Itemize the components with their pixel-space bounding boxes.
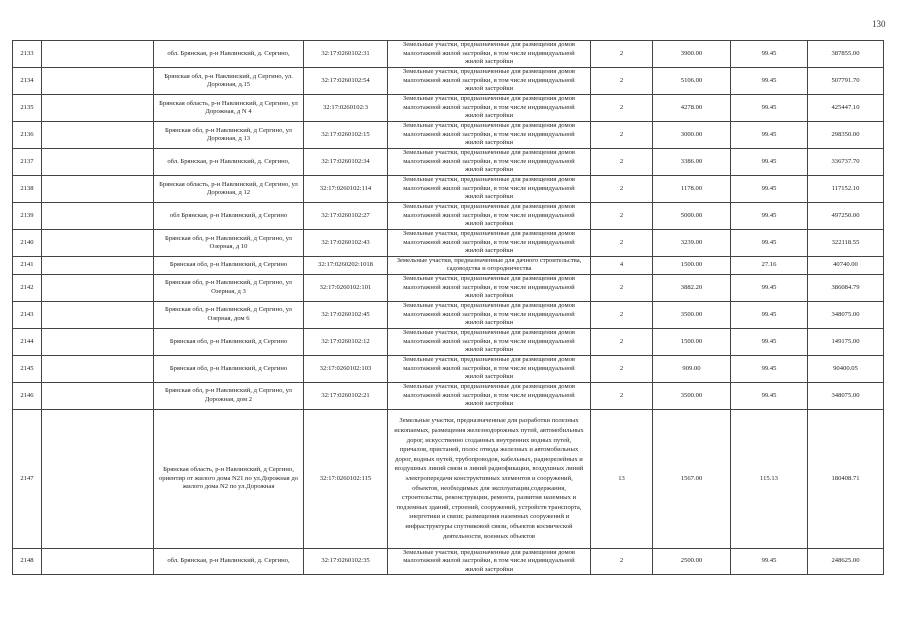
group-cell: 13: [591, 409, 653, 548]
row-number-cell: 2136: [13, 122, 42, 149]
cadastral-value-cell: 425447.10: [808, 95, 884, 122]
table-row: [13, 95, 884, 122]
group-cell: 2: [591, 548, 653, 574]
area-cell: 3000.00: [653, 122, 731, 149]
address-cell: Брянская обл, р-н Навлинский, д Сергино, ул. Дорожная, д.15: [154, 68, 304, 95]
blank-cell: [42, 382, 154, 409]
address-cell: Брянская обл, р-н Навлинский, д Сергино, ул Озерная, дом 6: [154, 301, 304, 328]
area-cell: 1500.00: [653, 257, 731, 275]
group-cell: 2: [591, 122, 653, 149]
cadastral-number-cell: 32:17:0260202:1018: [304, 257, 388, 275]
blank-cell: [42, 149, 154, 176]
permitted-use-cell: Земельные участки, предназначенные для размещения домов малоэтажной жилой застройки, в том числе индивидуальной жилой застройки: [388, 122, 591, 149]
row-number-cell: 2135: [13, 95, 42, 122]
address-cell: Брянская область, р-н Навлинский, д Сергино, ул Дорожная, д 12: [154, 176, 304, 203]
permitted-use-cell: Земельные участки, предназначенные для размещения домов малоэтажной жилой застройки, в том числе индивидуальной жилой застройки: [388, 548, 591, 574]
specific-value-cell: 99.45: [731, 68, 808, 95]
group-cell: 2: [591, 149, 653, 176]
address-cell: Брянская обл, р-н Навлинский, д Сергино: [154, 257, 304, 275]
area-cell: 5106.00: [653, 68, 731, 95]
cadastral-number-cell: 32:17:0260102:31: [304, 41, 388, 68]
blank-cell: [42, 95, 154, 122]
permitted-use-cell: Земельные участки, предназначенные для размещения домов малоэтажной жилой застройки, в том числе индивидуальной жилой застройки: [388, 328, 591, 355]
group-cell: 2: [591, 41, 653, 68]
blank-cell: [42, 257, 154, 275]
group-cell: 2: [591, 382, 653, 409]
address-cell: Брянская обл, р-н Навлинский, д Сергино: [154, 355, 304, 382]
row-number-cell: 2139: [13, 203, 42, 230]
specific-value-cell: 99.45: [731, 301, 808, 328]
cadastral-number-cell: 32:17:0260102:114: [304, 176, 388, 203]
cadastral-value-cell: 149175.00: [808, 328, 884, 355]
area-cell: 3900.00: [653, 41, 731, 68]
cadastral-value-cell: 386084.79: [808, 274, 884, 301]
address-cell: Брянская обл, р-н Навлинский, д Сергино, ул Озерная, д 10: [154, 230, 304, 257]
group-cell: 2: [591, 176, 653, 203]
cadastral-value-cell: 90400.05: [808, 355, 884, 382]
area-cell: 3386.00: [653, 149, 731, 176]
group-cell: 2: [591, 274, 653, 301]
blank-cell: [42, 409, 154, 548]
permitted-use-cell: Земельные участки, предназначенные для размещения домов малоэтажной жилой застройки, в том числе индивидуальной жилой застройки: [388, 230, 591, 257]
specific-value-cell: 99.45: [731, 41, 808, 68]
address-cell: Брянская обл, р-н Навлинский, д Сергино, ул Дорожная, дом 2: [154, 382, 304, 409]
permitted-use-cell: Земельные участки, предназначенные для размещения домов малоэтажной жилой застройки, в том числе индивидуальной жилой застройки: [388, 355, 591, 382]
permitted-use-cell: Земельные участки, предназначенные для размещения домов малоэтажной жилой застройки, в том числе индивидуальной жилой застройки: [388, 176, 591, 203]
cadastral-value-cell: 336737.70: [808, 149, 884, 176]
permitted-use-cell: Земельные участки, предназначенные для размещения домов малоэтажной жилой застройки, в том числе индивидуальной жилой застройки: [388, 41, 591, 68]
cadastral-number-cell: 32:17:0260102:45: [304, 301, 388, 328]
area-cell: 3500.00: [653, 382, 731, 409]
table-row: [13, 409, 884, 548]
blank-cell: [42, 328, 154, 355]
specific-value-cell: 99.45: [731, 95, 808, 122]
cadastral-number-cell: 32:17:0260102:12: [304, 328, 388, 355]
table-row: [13, 257, 884, 275]
group-cell: 2: [591, 230, 653, 257]
row-number-cell: 2133: [13, 41, 42, 68]
specific-value-cell: 99.45: [731, 328, 808, 355]
specific-value-cell: 99.45: [731, 548, 808, 574]
area-cell: 5000.00: [653, 203, 731, 230]
area-cell: 2500.00: [653, 548, 731, 574]
row-number-cell: 2134: [13, 68, 42, 95]
area-cell: 909.00: [653, 355, 731, 382]
permitted-use-cell: Земельные участки, предназначенные для дачного строительства, садоводства и огородничества: [388, 257, 591, 275]
cadastral-value-cell: 348075.00: [808, 301, 884, 328]
address-cell: Брянская обл, р-н Навлинский, д Сергино, ул Дорожная, д 13: [154, 122, 304, 149]
blank-cell: [42, 548, 154, 574]
cadastral-number-cell: 32:17:0260102:43: [304, 230, 388, 257]
table-row: [13, 41, 884, 68]
cadastral-number-cell: 32:17:0260102:21: [304, 382, 388, 409]
specific-value-cell: 27.16: [731, 257, 808, 275]
cadastral-value-cell: 248625.00: [808, 548, 884, 574]
specific-value-cell: 99.45: [731, 355, 808, 382]
address-cell: Брянская обл, р-н Навлинский, д Сергино, ул Озерная, д 3: [154, 274, 304, 301]
group-cell: 2: [591, 355, 653, 382]
cadastral-value-cell: 497250.00: [808, 203, 884, 230]
area-cell: 1500.00: [653, 328, 731, 355]
row-number-cell: 2140: [13, 230, 42, 257]
cadastral-value-cell: 387855.00: [808, 41, 884, 68]
area-cell: 3239.00: [653, 230, 731, 257]
specific-value-cell: 99.45: [731, 122, 808, 149]
cadastral-value-cell: 298350.00: [808, 122, 884, 149]
cadastral-value-cell: 40740.00: [808, 257, 884, 275]
specific-value-cell: 115.13: [731, 409, 808, 548]
permitted-use-cell: Земельные участки, предназначенные для разработки полезных ископаемых, размещения железнодорожных путей, автомобильных дорог, искусственно созданных внутренних водных путей, причалов, пристаней, полос отвода железных и автомобильных дорог, водных путей, трубопроводов, кабельных, радиорелейных и воздушных линий связи и линий радиофикации, воздушных линий электропередачи конструктивных элементов и сооружений, объектов, необходимых для эксплуатации,содержания, строительства, реконструкции, ремонта, развития наземных и подземных зданий, строений, сооружений, устройств транспорта, энергетики и связи; размещения наземных сооружений и инфраструктуры спутниковой связи, объектов космической деятельности, военных объектов: [388, 409, 591, 548]
blank-cell: [42, 355, 154, 382]
blank-cell: [42, 203, 154, 230]
area-cell: 1567.00: [653, 409, 731, 548]
area-cell: 3882.20: [653, 274, 731, 301]
blank-cell: [42, 301, 154, 328]
cadastral-number-cell: 32:17:0260102:103: [304, 355, 388, 382]
blank-cell: [42, 122, 154, 149]
address-cell: обл. Брянская, р-н Навлинский, д. Сергино,: [154, 41, 304, 68]
cadastral-value-cell: 117152.10: [808, 176, 884, 203]
cadastral-number-cell: 32:17:0260102:27: [304, 203, 388, 230]
address-cell: Брянская область, р-н Навлинский, д Сергино, ориентир от жилого дома N21 по ул.Дорожная до жилого дома N2 по ул.Дорожная: [154, 409, 304, 548]
group-cell: 2: [591, 68, 653, 95]
address-cell: Брянская область, р-н Навлинский, д Сергино, ул Дорожная, д N 4: [154, 95, 304, 122]
table-row: [13, 328, 884, 355]
permitted-use-cell: Земельные участки, предназначенные для размещения домов малоэтажной жилой застройки, в том числе индивидуальной жилой застройки: [388, 301, 591, 328]
group-cell: 2: [591, 328, 653, 355]
cadastral-value-cell: 322118.55: [808, 230, 884, 257]
permitted-use-cell: Земельные участки, предназначенные для размещения домов малоэтажной жилой застройки, в том числе индивидуальной жилой застройки: [388, 274, 591, 301]
table-row: [13, 382, 884, 409]
group-cell: 4: [591, 257, 653, 275]
row-number-cell: 2146: [13, 382, 42, 409]
blank-cell: [42, 230, 154, 257]
table-row: [13, 548, 884, 574]
row-number-cell: 2138: [13, 176, 42, 203]
address-cell: Брянская обл, р-н Навлинский, д Сергино: [154, 328, 304, 355]
cadastral-number-cell: 32:17:0260102:101: [304, 274, 388, 301]
table-row: [13, 355, 884, 382]
area-cell: 1178.00: [653, 176, 731, 203]
row-number-cell: 2142: [13, 274, 42, 301]
blank-cell: [42, 274, 154, 301]
table-row: [13, 149, 884, 176]
table-row: [13, 301, 884, 328]
permitted-use-cell: Земельные участки, предназначенные для размещения домов малоэтажной жилой застройки, в том числе индивидуальной жилой застройки: [388, 68, 591, 95]
specific-value-cell: 99.45: [731, 203, 808, 230]
table-row: [13, 274, 884, 301]
page-number: 130: [872, 19, 886, 29]
cadastral-number-cell: 32:17:0260102:3: [304, 95, 388, 122]
address-cell: обл. Брянская, р-н Навлинский, д. Сергино,: [154, 548, 304, 574]
group-cell: 2: [591, 95, 653, 122]
permitted-use-cell: Земельные участки, предназначенные для размещения домов малоэтажной жилой застройки, в том числе индивидуальной жилой застройки: [388, 203, 591, 230]
area-cell: 4278.00: [653, 95, 731, 122]
cadastral-number-cell: 32:17:0260102:15: [304, 122, 388, 149]
permitted-use-cell: Земельные участки, предназначенные для размещения домов малоэтажной жилой застройки, в том числе индивидуальной жилой застройки: [388, 382, 591, 409]
blank-cell: [42, 68, 154, 95]
table-row: [13, 122, 884, 149]
address-cell: обл. Брянская, р-н Навлинский, д. Сергино,: [154, 149, 304, 176]
table-row: [13, 68, 884, 95]
table-row: [13, 176, 884, 203]
cadastral-value-cell: 180408.71: [808, 409, 884, 548]
blank-cell: [42, 176, 154, 203]
blank-cell: [42, 41, 154, 68]
specific-value-cell: 99.45: [731, 274, 808, 301]
row-number-cell: 2145: [13, 355, 42, 382]
specific-value-cell: 99.45: [731, 230, 808, 257]
cadastral-value-table: [12, 40, 884, 575]
row-number-cell: 2147: [13, 409, 42, 548]
cadastral-value-cell: 507791.70: [808, 68, 884, 95]
row-number-cell: 2141: [13, 257, 42, 275]
row-number-cell: 2148: [13, 548, 42, 574]
permitted-use-cell: Земельные участки, предназначенные для размещения домов малоэтажной жилой застройки, в том числе индивидуальной жилой застройки: [388, 95, 591, 122]
row-number-cell: 2143: [13, 301, 42, 328]
row-number-cell: 2144: [13, 328, 42, 355]
specific-value-cell: 99.45: [731, 382, 808, 409]
cadastral-number-cell: 32:17:0260102:35: [304, 548, 388, 574]
group-cell: 2: [591, 203, 653, 230]
specific-value-cell: 99.45: [731, 176, 808, 203]
cadastral-number-cell: 32:17:0260102:34: [304, 149, 388, 176]
cadastral-value-cell: 348075.00: [808, 382, 884, 409]
permitted-use-cell: Земельные участки, предназначенные для размещения домов малоэтажной жилой застройки, в том числе индивидуальной жилой застройки: [388, 149, 591, 176]
table-row: [13, 230, 884, 257]
specific-value-cell: 99.45: [731, 149, 808, 176]
group-cell: 2: [591, 301, 653, 328]
area-cell: 3500.00: [653, 301, 731, 328]
row-number-cell: 2137: [13, 149, 42, 176]
cadastral-number-cell: 32:17:0260102:115: [304, 409, 388, 548]
table-row: [13, 203, 884, 230]
address-cell: обл Брянская, р-н Навлинский, д Сергино: [154, 203, 304, 230]
cadastral-number-cell: 32:17:0260102:54: [304, 68, 388, 95]
